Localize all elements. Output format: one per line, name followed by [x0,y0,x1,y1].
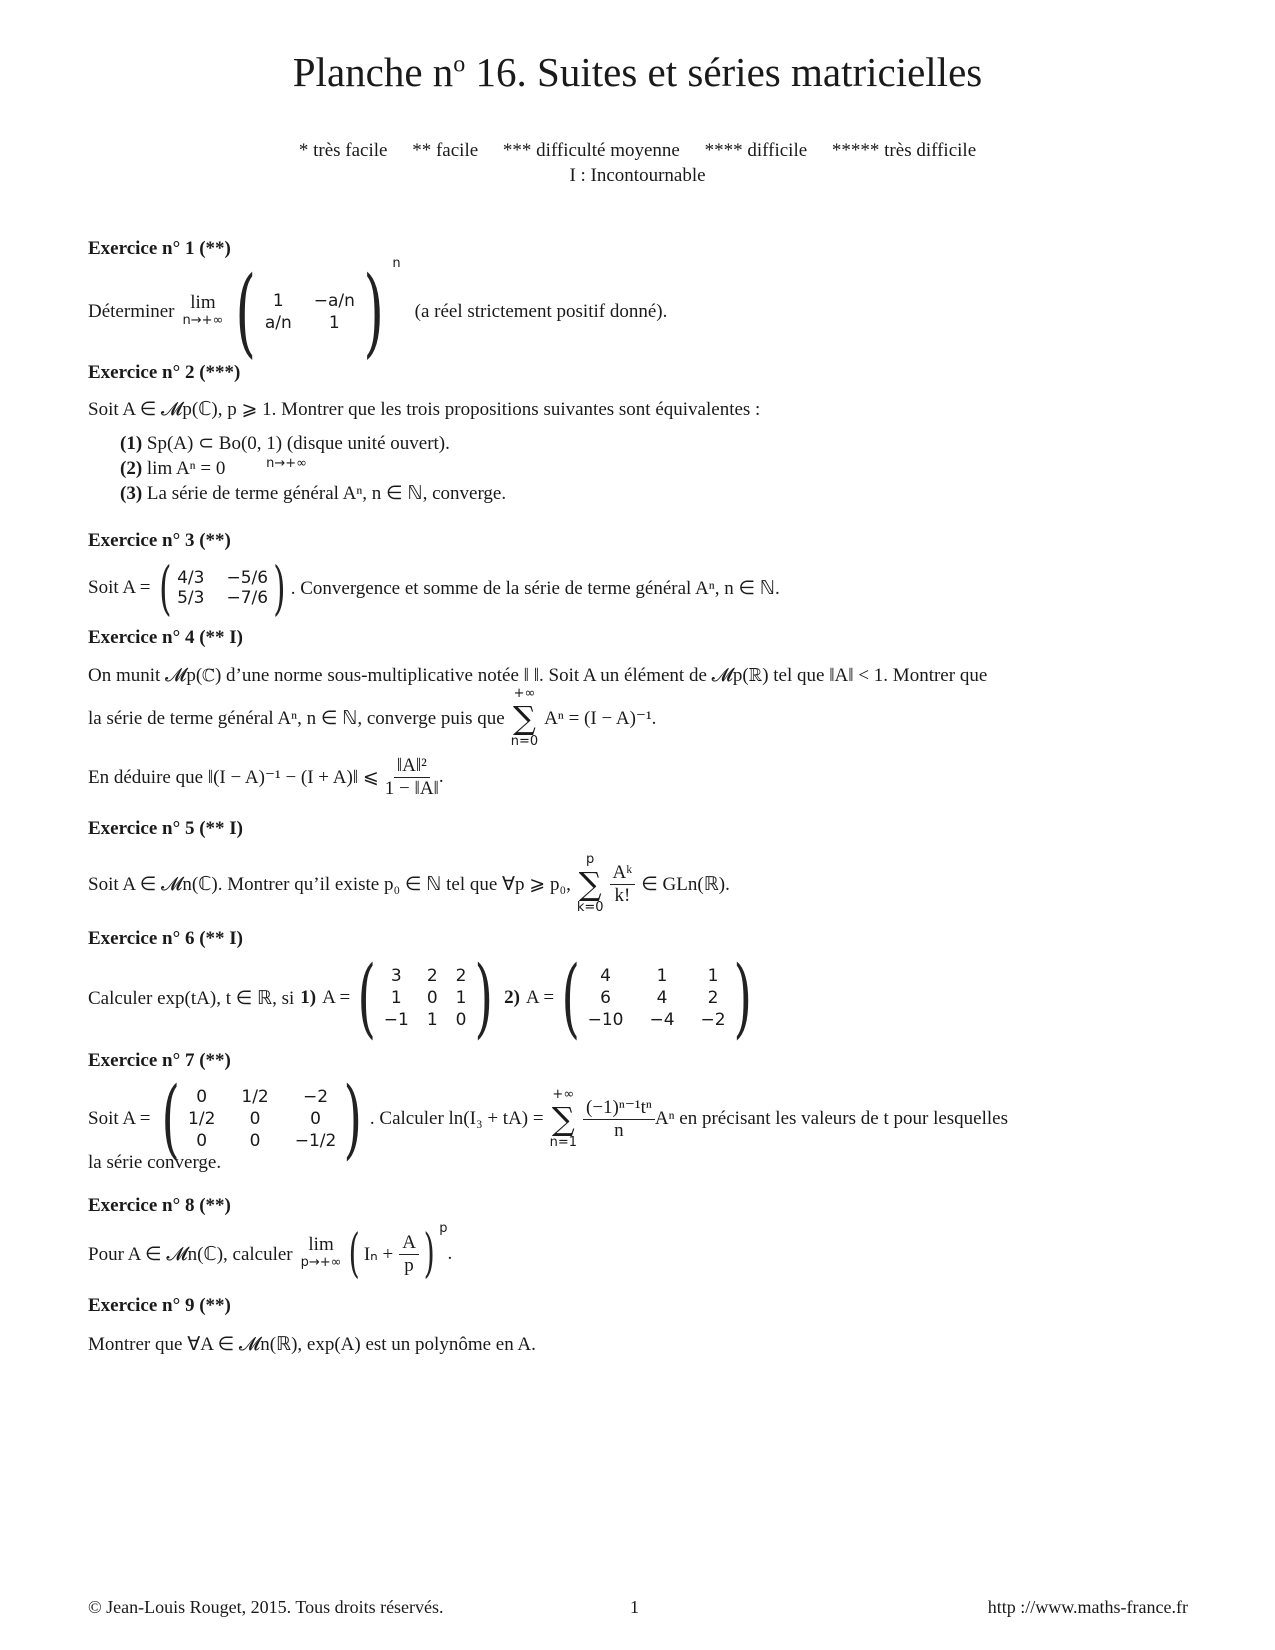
exercise-title: Exercice n° 9 (**) [88,1295,231,1316]
exercise-2 [88,362,1188,506]
matrix-cell: 0 [196,1087,208,1107]
legend-item: ** facile [412,140,479,161]
sum-operator [511,686,538,750]
matrix-cell: −4 [649,1010,675,1030]
matrix-cell: 0 [426,988,438,1008]
matrix-cell: 1 [455,988,467,1008]
exercise-body [88,948,1188,1048]
exercise-text: Montrer que ∀A ∈ 𝓜n(ℝ), exp(A) est un polynôme en A. [88,1334,536,1355]
matrix-cell: −1/2 [294,1131,337,1151]
matrix-cell: −10 [587,1010,624,1030]
matrix-cell: 1 [656,966,668,986]
matrix-1 [350,948,500,1048]
exercise-title: Exercice n° 3 (**) [88,530,231,551]
copyright: © Jean-Louis Rouget, 2015. Tous droits réservés. [88,1597,444,1617]
exercise-text: Iₙ + [363,1243,394,1265]
exercise-body [88,256,1188,368]
exercise-body [88,1221,1188,1287]
right-paren: ) [423,1224,435,1284]
left-paren: ( [348,1224,360,1284]
exercise-text: Soit A = [88,577,151,598]
sum-upper: +∞ [513,686,536,701]
exercise-8 [88,1195,1188,1287]
lim-subscript: n→+∞ [182,313,224,328]
sum-upper: p [586,852,595,867]
exercise-text: (a réel strictement positif donné). [414,301,668,322]
matrix-grid [188,1087,336,1151]
exercise-text: Soit A ∈ 𝓜n(ℂ). Montrer qu’il existe p₀ ∈ ℕ tel que ∀p ⩾ p₀, [88,873,571,895]
matrix-grid [177,568,268,608]
matrix-2 [554,948,759,1048]
right-paren: ) [273,554,286,622]
fraction-numerator: (−1)ⁿ⁻¹tⁿ [583,1097,655,1120]
legend-item: **** difficile [704,140,808,161]
item-text: Sp(A) ⊂ Bo(0, 1) (disque unité ouvert). [146,433,450,454]
website-link[interactable]: http ://www.maths-france.fr [987,1597,1188,1617]
exercise-6 [88,928,1188,1048]
matrix-cell: −a/n [313,291,355,311]
matrix-cell: 1 [390,988,402,1008]
exercise-text: Pour A ∈ 𝓜n(ℂ), calculer [88,1243,293,1265]
exercise-title: Exercice n° 4 (** I) [88,627,243,648]
right-paren: ) [363,256,384,368]
fraction-denominator: n [614,1119,624,1141]
sum-upper: +∞ [552,1087,575,1102]
page-number: 1 [630,1597,639,1617]
fraction [385,755,439,800]
sum-operator [550,1087,577,1151]
matrix-cell: 1/2 [241,1087,269,1107]
matrix-grid [384,966,467,1030]
left-paren: ( [235,256,257,368]
matrix-cell: 0 [196,1131,208,1151]
matrix-cell: −1 [383,1010,409,1030]
exercise-text: la série converge. [88,1152,222,1173]
fraction-denominator: p [404,1254,414,1276]
exercise-4 [88,627,1188,805]
exercise-5 [88,818,1188,924]
exercise-9 [88,1295,1188,1356]
legend-note: I : Incontournable [569,165,706,186]
matrix-cell: 0 [249,1109,261,1129]
exercise-body [88,844,1188,924]
exercise-text: . Calculer ln(I₃ + tA) = [369,1108,544,1129]
matrix-cell: 6 [600,988,611,1008]
left-paren: ( [561,948,581,1048]
exercise-7 [88,1050,1188,1174]
proposition-item [120,431,1188,456]
proposition-item [120,456,1188,481]
lim-label: lim [190,292,216,313]
exercise-text: On munit 𝓜p(ℂ) d’une norme sous-multiplicative notée ‖ ‖. Soit A un élément de 𝓜p(ℝ) tel que ‖A‖ < 1. Montrer que [88,665,988,686]
exercise-3 [88,530,1188,622]
matrix [154,554,290,622]
sum-lower: n=1 [549,1135,577,1150]
matrix-cell: −2 [303,1087,329,1107]
exponent: p [439,1221,448,1236]
item-label: (1) [120,433,143,454]
legend-item: *** difficulté moyenne [502,140,680,161]
fraction-denominator: k! [614,884,631,906]
item-label: 2) [504,987,520,1008]
matrix-cell: 3 [390,966,402,986]
matrix-cell: 0 [310,1109,321,1129]
exercise-title: Exercice n° 5 (** I) [88,818,243,839]
exercise-text: A = [322,987,351,1008]
matrix-grid [265,291,355,333]
exercise-1 [88,238,1188,368]
right-paren: ) [343,1069,363,1169]
exercise-text: Aⁿ en précisant les valeurs de t pour lesquelles [654,1108,1008,1129]
exercise-title: Exercice n° 6 (** I) [88,928,243,949]
exercise-text: Calculer exp(tA), t ∈ ℝ, si [88,987,295,1009]
exercise-text: . Convergence et somme de la série de terme général Aⁿ, n ∈ ℕ. [290,577,780,599]
matrix-cell: 1/2 [188,1109,216,1129]
exponent: n [392,256,401,271]
matrix-cell: 2 [455,966,467,986]
exercise-text: En déduire que ‖(I − A)⁻¹ − (I + A)‖ ⩽ [88,766,379,788]
left-paren: ( [159,554,173,622]
item-label: (2) [120,458,143,479]
sum-operator [577,852,604,916]
matrix-cell: 0 [249,1131,261,1151]
matrix-cell: a/n [264,313,292,333]
lim-subscript: p→+∞ [300,1255,342,1270]
sigma-icon: ∑ [551,1100,575,1138]
exercise-text: Aⁿ = (I − A)⁻¹. [544,707,657,729]
title-rest: 16. Suites et séries matricielles [465,49,983,95]
fraction [610,862,636,907]
matrix-cell: 0 [455,1010,467,1030]
exercise-line [88,687,1188,749]
matrix-cell: −7/6 [226,588,269,608]
title-sup: o [453,51,466,78]
lim-subscript: n→+∞ [266,455,307,471]
matrix-cell: 4 [656,988,668,1008]
right-paren: ) [474,948,493,1048]
limit-operator [301,1236,342,1272]
matrix-cell: 2 [707,988,719,1008]
exercise-title: Exercice n° 8 (**) [88,1195,231,1216]
limit-operator [183,294,224,330]
fraction [399,1232,419,1277]
item-text: lim Aⁿ = 0 [146,458,226,479]
title-prefix: Planche n [292,49,454,95]
exercise-body [88,554,1188,622]
proposition-item [120,481,1188,506]
matrix-cell: −5/6 [226,568,269,588]
exercise-text: Soit A ∈ 𝓜p(ℂ), p ⩾ 1. Montrer que les trois propositions suivantes sont équivalentes : [88,399,761,420]
matrix-cell: 1 [272,291,284,311]
matrix-cell: 4/3 [177,568,205,588]
exercise-text: . [438,766,444,787]
matrix-cell: 2 [426,966,438,986]
matrix-cell: −2 [700,1010,726,1030]
right-paren: ) [733,948,752,1048]
fraction-denominator: 1 − ‖A‖ [384,777,439,799]
sum-lower: n=0 [510,734,539,749]
exercise-title: Exercice n° 7 (**) [88,1050,231,1071]
fraction [583,1097,655,1142]
difficulty-legend [0,138,1275,188]
lim-label: lim [308,1234,334,1255]
fraction-numerator: A [399,1232,419,1255]
proposition-list [88,431,1188,506]
sum-lower: k=0 [576,900,604,915]
exercise-text: ∈ GLn(ℝ). [641,873,730,895]
sigma-icon: ∑ [513,699,536,737]
matrix-cell: 4 [600,966,611,986]
legend-item: * très facile [298,140,388,161]
exercise-text: Déterminer [88,301,175,322]
left-paren: ( [357,948,377,1048]
matrix [227,256,400,368]
matrix-cell: 1 [707,966,719,986]
item-label: (3) [120,483,143,504]
exercise-line [88,749,1188,805]
left-paren: ( [162,1069,181,1169]
matrix-cell: 1 [328,313,340,333]
exercise-text: . [447,1243,453,1264]
item-label: 1) [300,987,317,1008]
matrix-cell: 5/3 [177,588,205,608]
exercise-title: Exercice n° 2 (***) [88,362,241,383]
exercise-text: A = [525,987,555,1008]
matrix-cell: 1 [426,1010,438,1030]
fraction-numerator: Aᵏ [610,862,636,885]
page-title [0,48,1275,96]
exercise-text: la série de terme général Aⁿ, n ∈ ℕ, converge puis que [88,707,505,729]
matrix-grid [588,966,726,1030]
exercise-text: Soit A = [88,1108,151,1129]
fraction-numerator: ‖A‖² [394,755,430,778]
legend-item: ***** très difficile [831,140,977,161]
item-text: La série de terme général Aⁿ, n ∈ ℕ, converge. [146,483,507,504]
exercise-title: Exercice n° 1 (**) [88,238,231,259]
sigma-icon: ∑ [578,865,602,903]
